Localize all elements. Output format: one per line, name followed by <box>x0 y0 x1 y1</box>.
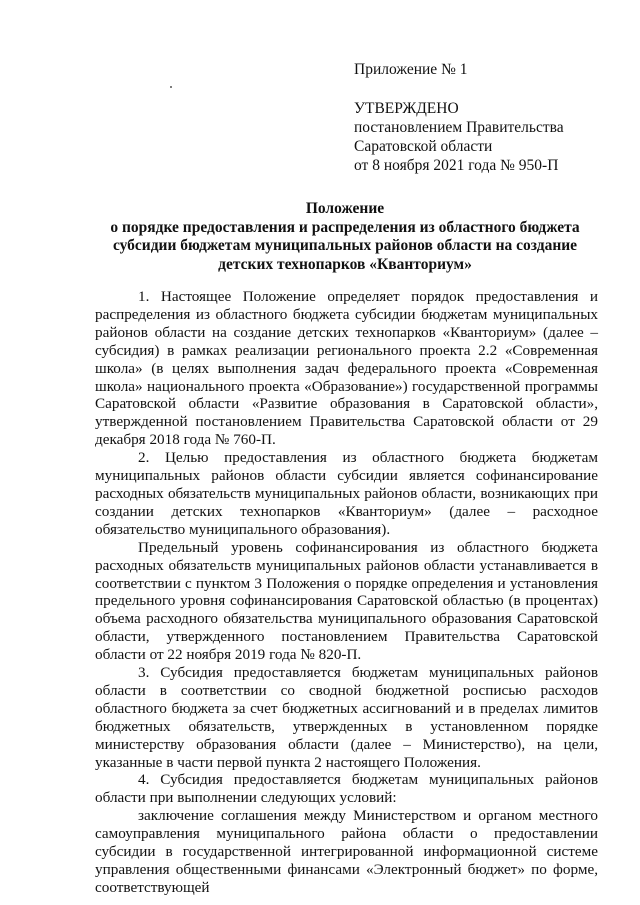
title-line-1: о порядке предоставления и распределения из областного бюджета <box>110 218 580 236</box>
title-heading: Положение <box>305 200 385 217</box>
paragraph-3: Предельный уровень софинансирования из областного бюджета расходных обязательств муниципальных районов области устанавливается в соответствии с пунктом 3 Положения о порядке определения и установления предельного уровня софинансирования Саратовской областью (в процентах) объема расходного обязательства муниципального образования Саратовской области, утвержденного постановлением Правительства Саратовской области от 22 ноября 2019 года № 820-П. <box>95 538 598 664</box>
approval-line-1: постановлением Правительства <box>354 119 564 136</box>
appendix-label: Приложение № 1 <box>354 61 468 78</box>
approval-line-2: Саратовской области <box>354 138 493 155</box>
paragraph-1: 1. Настоящее Положение определяет порядок предоставления и распределения из областного бюджета субсидии бюджетам муниципальных районов области на создание детских технопарков «Кванториум» (далее – субсидия) в рамках реализации регионального проекта 2.2 «Современная школа» (в целях выполнения задач федерального проекта «Современная школа» национального проекта «Образование») государственной программы Саратовской области «Развитие образования в Саратовской области», утвержденной постановлением Правительства Саратовской области от 29 декабря 2018 года № 760-П. <box>95 288 598 449</box>
paragraph-6: заключение соглашения между Министерством и органом местного самоуправления муниципального района области о предоставлении субсидии в государственной интегрированной информационной системе управления общественными финансами «Электронный бюджет» по форме, соответствующей <box>95 807 598 896</box>
paragraph-2: 2. Целью предоставления из областного бюджета бюджетам муниципальных районов области субсидии является софинансирование расходных обязательств муниципальных районов области, возникающих при создании детских технопарков «Кванториум» (далее – расходное обязательство муниципального образования). <box>95 449 598 538</box>
paragraph-4: 3. Субсидия предоставляется бюджетам муниципальных районов области в соответствии со сводной бюджетной росписью расходов областного бюджета за счет бюджетных ассигнований и в пределах лимитов бюджетных обязательств, утвержденных в установленном порядке министерству образования области (далее – Министерство), на цели, указанные в части первой пункта 2 настоящего Положения. <box>95 664 598 771</box>
title-line-3: детских технопарков «Кванториум» <box>218 255 472 273</box>
paragraph-5: 4. Субсидия предоставляется бюджетам муниципальных районов области при выполнении следующих условий: <box>95 771 598 807</box>
approved-label: УТВЕРЖДЕНО <box>354 100 459 117</box>
approval-block <box>354 60 624 175</box>
document-title <box>90 200 600 274</box>
title-line-2: субсидии бюджетам муниципальных районов области на создание <box>112 237 578 254</box>
document-body <box>95 288 598 897</box>
scan-speck <box>170 86 172 88</box>
approval-line-3: от 8 ноября 2021 года № 950-П <box>354 157 559 174</box>
